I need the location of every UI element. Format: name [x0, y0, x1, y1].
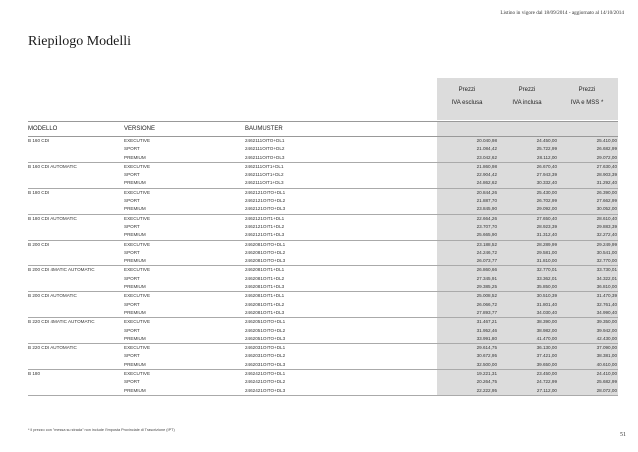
price-excl-vat-cell: 19.221,31: [476, 371, 497, 377]
price-incl-vat-cell: 30.510,39: [536, 293, 557, 299]
price-incl-mss-cell: 24.410,00: [596, 371, 617, 377]
table-row: [28, 301, 618, 309]
table-row: [28, 361, 618, 369]
table-row: [28, 137, 618, 145]
table-row: [28, 327, 618, 335]
version-cell: SPORT: [124, 198, 140, 204]
table-row: [28, 387, 618, 395]
price-incl-mss-cell: 32.272,40: [596, 232, 617, 238]
price-incl-mss-cell: 28.903,39: [596, 172, 617, 178]
price-incl-mss-cell: 29.883,39: [596, 223, 617, 229]
version-cell: PREMIUM: [124, 258, 146, 264]
price-excl-vat-cell: 20.040,98: [476, 138, 497, 143]
price-column-shading: [437, 122, 618, 136]
table-row: [28, 197, 618, 205]
table-row: [28, 257, 618, 265]
version-cell: PREMIUM: [124, 284, 146, 290]
price-incl-mss-cell: 30.541,00: [596, 249, 617, 255]
version-cell: PREMIUM: [124, 387, 146, 393]
baumuster-cell: 2462051OITO+DL2: [245, 327, 286, 333]
version-cell: PREMIUM: [124, 361, 146, 367]
version-cell: EXECUTIVE: [124, 215, 151, 221]
model-group: [28, 292, 618, 318]
price-header-label: Prezzi: [518, 87, 536, 93]
version-cell: EXECUTIVE: [124, 371, 151, 377]
price-excl-vat-cell: 32.500,00: [476, 361, 497, 367]
price-incl-mss-cell: 27.662,99: [596, 198, 617, 204]
model-group: [28, 215, 618, 241]
price-incl-vat-cell: 39.650,00: [536, 361, 557, 367]
price-excl-vat-cell: 33.991,80: [476, 335, 497, 341]
price-excl-vat-cell: 31.952,46: [476, 327, 497, 333]
price-incl-mss-cell: 34.990,40: [596, 309, 617, 315]
baumuster-cell: 2462111OIT1+DL1: [245, 163, 284, 169]
price-excl-vat-cell: 21.887,70: [476, 198, 497, 204]
table-row: [28, 163, 618, 171]
price-excl-vat-cell: 23.707,70: [476, 223, 497, 229]
price-excl-vat-cell: 23.042,62: [476, 154, 497, 160]
price-incl-mss-cell: 31.292,40: [596, 180, 617, 186]
baumuster-cell: 2462081OITO+DL2: [245, 249, 286, 255]
baumuster-cell: 2462081OIT1+DL2: [245, 301, 285, 307]
price-incl-mss-cell: 26.390,00: [596, 189, 617, 195]
model-group: [28, 318, 618, 344]
model-group: [28, 241, 618, 267]
price-incl-vat-cell: 26.670,40: [536, 163, 557, 169]
page-title: Riepilogo Modelli: [28, 34, 132, 49]
version-cell: EXECUTIVE: [124, 293, 151, 299]
baumuster-cell: 2462111OITO+DL1: [245, 138, 285, 143]
table-row: [28, 283, 618, 291]
price-excl-vat-cell: 22.222,95: [476, 387, 497, 393]
version-cell: SPORT: [124, 353, 140, 359]
model-cell: B 180 CDI AUTOMATIC: [28, 215, 77, 221]
model-cell: B 160 CDI AUTOMATIC: [28, 163, 77, 169]
price-incl-mss-cell: 26.682,99: [596, 146, 617, 152]
version-cell: EXECUTIVE: [124, 319, 151, 325]
table-row: [28, 292, 618, 300]
price-excl-vat-cell: 29.614,75: [476, 345, 497, 351]
price-excl-vat-cell: 20.264,75: [476, 379, 497, 385]
version-cell: SPORT: [124, 146, 140, 152]
price-incl-vat-cell: 36.130,00: [536, 345, 557, 351]
version-cell: EXECUTIVE: [124, 163, 151, 169]
price-incl-vat-cell: 30.332,40: [536, 180, 557, 186]
price-excl-vat-cell: 22.664,26: [476, 215, 497, 221]
price-incl-vat-cell: 31.312,40: [536, 232, 557, 238]
price-excl-vat-cell: 23.188,52: [476, 241, 497, 247]
price-header-label: Prezzi: [458, 87, 476, 93]
version-cell: PREMIUM: [124, 335, 146, 341]
table-row: [28, 249, 618, 257]
table-body: [28, 137, 618, 396]
version-cell: PREMIUM: [124, 309, 146, 315]
version-cell: SPORT: [124, 275, 140, 281]
price-incl-vat-cell: 27.943,39: [536, 172, 557, 178]
price-incl-mss-cell: 34.322,01: [596, 275, 617, 281]
price-incl-mss-cell: 28.610,40: [596, 215, 617, 221]
price-excl-vat-cell: 25.008,52: [476, 293, 497, 299]
price-excl-vat-cell: 22.904,42: [476, 172, 497, 178]
model-group: [28, 344, 618, 370]
price-header-sublabel: IVA esclusa: [451, 100, 483, 106]
table-row: [28, 215, 618, 223]
model-group: [28, 189, 618, 215]
price-incl-mss-cell: 29.072,00: [596, 154, 617, 160]
footnote: * il prezzo con "messa su strada" non include l'Imposta Provinciale di Trascrizione (IPT): [28, 428, 175, 432]
model-group: [28, 163, 618, 189]
price-incl-vat-cell: 27.650,40: [536, 215, 557, 221]
price-incl-mss-cell: 40.610,00: [596, 361, 617, 367]
version-cell: EXECUTIVE: [124, 189, 151, 195]
price-excl-vat-cell: 27.345,91: [476, 275, 497, 281]
version-cell: EXECUTIVE: [124, 241, 151, 247]
price-incl-mss-cell: 42.430,00: [596, 335, 617, 341]
price-excl-vat-cell: 29.385,25: [476, 284, 497, 290]
table-row: [28, 241, 618, 249]
price-excl-vat-cell: 24.246,72: [476, 249, 497, 255]
price-incl-mss-cell: 29.249,99: [596, 241, 617, 247]
column-header-version: VERSIONE: [124, 126, 156, 132]
version-cell: PREMIUM: [124, 206, 146, 212]
price-incl-mss-cell: 32.770,00: [596, 258, 617, 264]
baumuster-cell: 2462421OITO+DL2: [245, 379, 286, 385]
header-note: Listino in vigore dal 18/09/2014 - aggiornato al 14/10/2014: [500, 10, 624, 16]
column-header-model: MODELLO: [28, 126, 58, 132]
baumuster-cell: 2462051OITO+DL3: [245, 335, 286, 341]
baumuster-cell: 2462081OITO+DL1: [245, 241, 286, 247]
baumuster-cell: 2462081OIT1+DL1: [245, 267, 285, 273]
version-cell: SPORT: [124, 223, 140, 229]
price-excl-vat-cell: 30.672,95: [476, 353, 497, 359]
model-cell: B 180: [28, 371, 41, 377]
baumuster-cell: 2462081OIT1+DL3: [245, 284, 285, 290]
model-group: [28, 266, 618, 292]
baumuster-cell: 2462081OIT1+DL2: [245, 275, 285, 281]
baumuster-cell: 2462031OITO+DL2: [245, 353, 286, 359]
baumuster-cell: 2462121OITO+DL2: [245, 198, 286, 204]
baumuster-cell: 2462081OIT1+DL1: [245, 293, 285, 299]
model-cell: B 200 CDI AUTOMATIC: [28, 293, 77, 299]
baumuster-cell: 2462111OITO+DL2: [245, 146, 285, 152]
baumuster-cell: 2462031OITO+DL3: [245, 361, 286, 367]
model-cell: B 200 CDI 4MATIC AUTOMATIC: [28, 267, 95, 273]
price-incl-vat-cell: 25.722,99: [536, 146, 557, 152]
version-cell: EXECUTIVE: [124, 345, 151, 351]
price-incl-vat-cell: 34.030,40: [536, 309, 557, 315]
price-incl-vat-cell: 24.450,00: [536, 138, 557, 143]
model-group: [28, 370, 618, 396]
baumuster-cell: 2462111OITO+DL3: [245, 154, 285, 160]
price-incl-vat-cell: 28.112,00: [536, 154, 557, 160]
price-excl-vat-cell: 27.893,77: [476, 309, 497, 315]
price-excl-vat-cell: 31.467,21: [476, 319, 497, 325]
price-incl-vat-cell: 41.470,00: [536, 335, 557, 341]
table-row: [28, 378, 618, 386]
table-row: [28, 266, 618, 274]
price-header-block: [437, 78, 618, 120]
version-cell: PREMIUM: [124, 154, 146, 160]
table-row: [28, 318, 618, 326]
price-incl-mss-cell: 28.072,00: [596, 387, 617, 393]
baumuster-cell: 2462421OITO+DL3: [245, 387, 286, 393]
price-incl-mss-cell: 38.381,00: [596, 353, 617, 359]
price-incl-vat-cell: 28.923,39: [536, 223, 557, 229]
column-header-baumuster: BAUMUSTER: [245, 126, 283, 132]
model-cell: B 200 CDI: [28, 241, 50, 247]
price-incl-vat-cell: 31.810,00: [536, 258, 557, 264]
price-incl-vat-cell: 25.430,00: [536, 189, 557, 195]
table-row: [28, 145, 618, 153]
price-excl-vat-cell: 21.084,42: [476, 146, 497, 152]
price-excl-vat-cell: 20.844,26: [476, 189, 497, 195]
table-row: [28, 154, 618, 162]
baumuster-cell: 2462111OIT1+DL3: [245, 180, 284, 186]
table-header: [28, 121, 618, 137]
table-row: [28, 370, 618, 378]
table-row: [28, 179, 618, 187]
price-header-sublabel: IVA inclusa: [512, 100, 542, 106]
version-cell: SPORT: [124, 172, 140, 178]
price-incl-mss-cell: 30.052,00: [596, 206, 617, 212]
baumuster-cell: 2462051OITO+DL1: [245, 319, 286, 325]
version-cell: PREMIUM: [124, 232, 146, 238]
price-incl-mss-cell: 31.470,39: [596, 293, 617, 299]
version-cell: PREMIUM: [124, 180, 146, 186]
baumuster-cell: 2462031OITO+DL1: [245, 345, 286, 351]
baumuster-cell: 2462421OITO+DL1: [245, 371, 286, 377]
price-incl-mss-cell: 32.761,40: [596, 301, 617, 307]
table-row: [28, 189, 618, 197]
model-cell: B 180 CDI: [28, 189, 50, 195]
price-incl-vat-cell: 32.770,01: [536, 267, 557, 273]
price-incl-mss-cell: 33.730,01: [596, 267, 617, 273]
price-incl-vat-cell: 29.581,00: [536, 249, 557, 255]
price-incl-mss-cell: 37.090,00: [596, 345, 617, 351]
table-row: [28, 205, 618, 213]
version-cell: EXECUTIVE: [124, 138, 151, 143]
table-row: [28, 275, 618, 283]
price-excl-vat-cell: 25.665,90: [476, 232, 497, 238]
baumuster-cell: 2462081OIT1+DL3: [245, 309, 285, 315]
baumuster-cell: 2462121OITO+DL3: [245, 206, 286, 212]
baumuster-cell: 2462121OITO+DL1: [245, 189, 286, 195]
price-incl-mss-cell: 39.350,00: [596, 319, 617, 325]
price-header-label: Prezzi: [578, 87, 596, 93]
table-row: [28, 344, 618, 352]
price-incl-vat-cell: 26.702,99: [536, 198, 557, 204]
price-header-sublabel: IVA e MSS *: [570, 100, 604, 106]
price-incl-vat-cell: 31.801,40: [536, 301, 557, 307]
table-row: [28, 231, 618, 239]
price-incl-vat-cell: 27.112,00: [536, 387, 557, 393]
table-row: [28, 335, 618, 343]
price-incl-vat-cell: 29.092,00: [536, 206, 557, 212]
price-incl-mss-cell: 39.942,00: [596, 327, 617, 333]
baumuster-cell: 2462081OITO+DL3: [245, 258, 286, 264]
price-excl-vat-cell: 26.860,66: [476, 267, 497, 273]
price-incl-mss-cell: 25.410,00: [596, 138, 617, 143]
baumuster-cell: 2462121OIT1+DL1: [245, 215, 285, 221]
table-row: [28, 171, 618, 179]
baumuster-cell: 2462121OIT1+DL3: [245, 232, 285, 238]
table-row: [28, 309, 618, 317]
price-excl-vat-cell: 21.860,98: [476, 163, 497, 169]
baumuster-cell: 2462121OIT1+DL2: [245, 223, 285, 229]
price-excl-vat-cell: 26.073,77: [476, 258, 497, 264]
price-incl-vat-cell: 38.390,00: [536, 319, 557, 325]
price-incl-mss-cell: 27.630,40: [596, 163, 617, 169]
price-incl-vat-cell: 37.421,00: [536, 353, 557, 359]
price-incl-vat-cell: 24.722,99: [536, 379, 557, 385]
version-cell: SPORT: [124, 379, 140, 385]
price-incl-vat-cell: 28.289,99: [536, 241, 557, 247]
version-cell: SPORT: [124, 249, 140, 255]
price-excl-vat-cell: 23.845,90: [476, 206, 497, 212]
model-cell: B 160 CDI: [28, 138, 50, 143]
price-incl-vat-cell: 38.982,00: [536, 327, 557, 333]
version-cell: SPORT: [124, 301, 140, 307]
price-incl-vat-cell: 35.850,00: [536, 284, 557, 290]
price-incl-mss-cell: 36.810,00: [596, 284, 617, 290]
price-incl-vat-cell: 33.362,01: [536, 275, 557, 281]
version-cell: SPORT: [124, 327, 140, 333]
table-row: [28, 223, 618, 231]
model-group: [28, 137, 618, 163]
model-cell: B 220 CDI 4MATIC AUTOMATIC: [28, 319, 95, 325]
price-incl-mss-cell: 25.682,99: [596, 379, 617, 385]
price-excl-vat-cell: 26.066,72: [476, 301, 497, 307]
model-cell: B 220 CDI AUTOMATIC: [28, 345, 77, 351]
price-incl-vat-cell: 23.450,00: [536, 371, 557, 377]
table-row: [28, 352, 618, 360]
baumuster-cell: 2462111OIT1+DL2: [245, 172, 284, 178]
page-number: 51: [620, 432, 626, 438]
price-excl-vat-cell: 24.862,62: [476, 180, 497, 186]
version-cell: EXECUTIVE: [124, 267, 151, 273]
